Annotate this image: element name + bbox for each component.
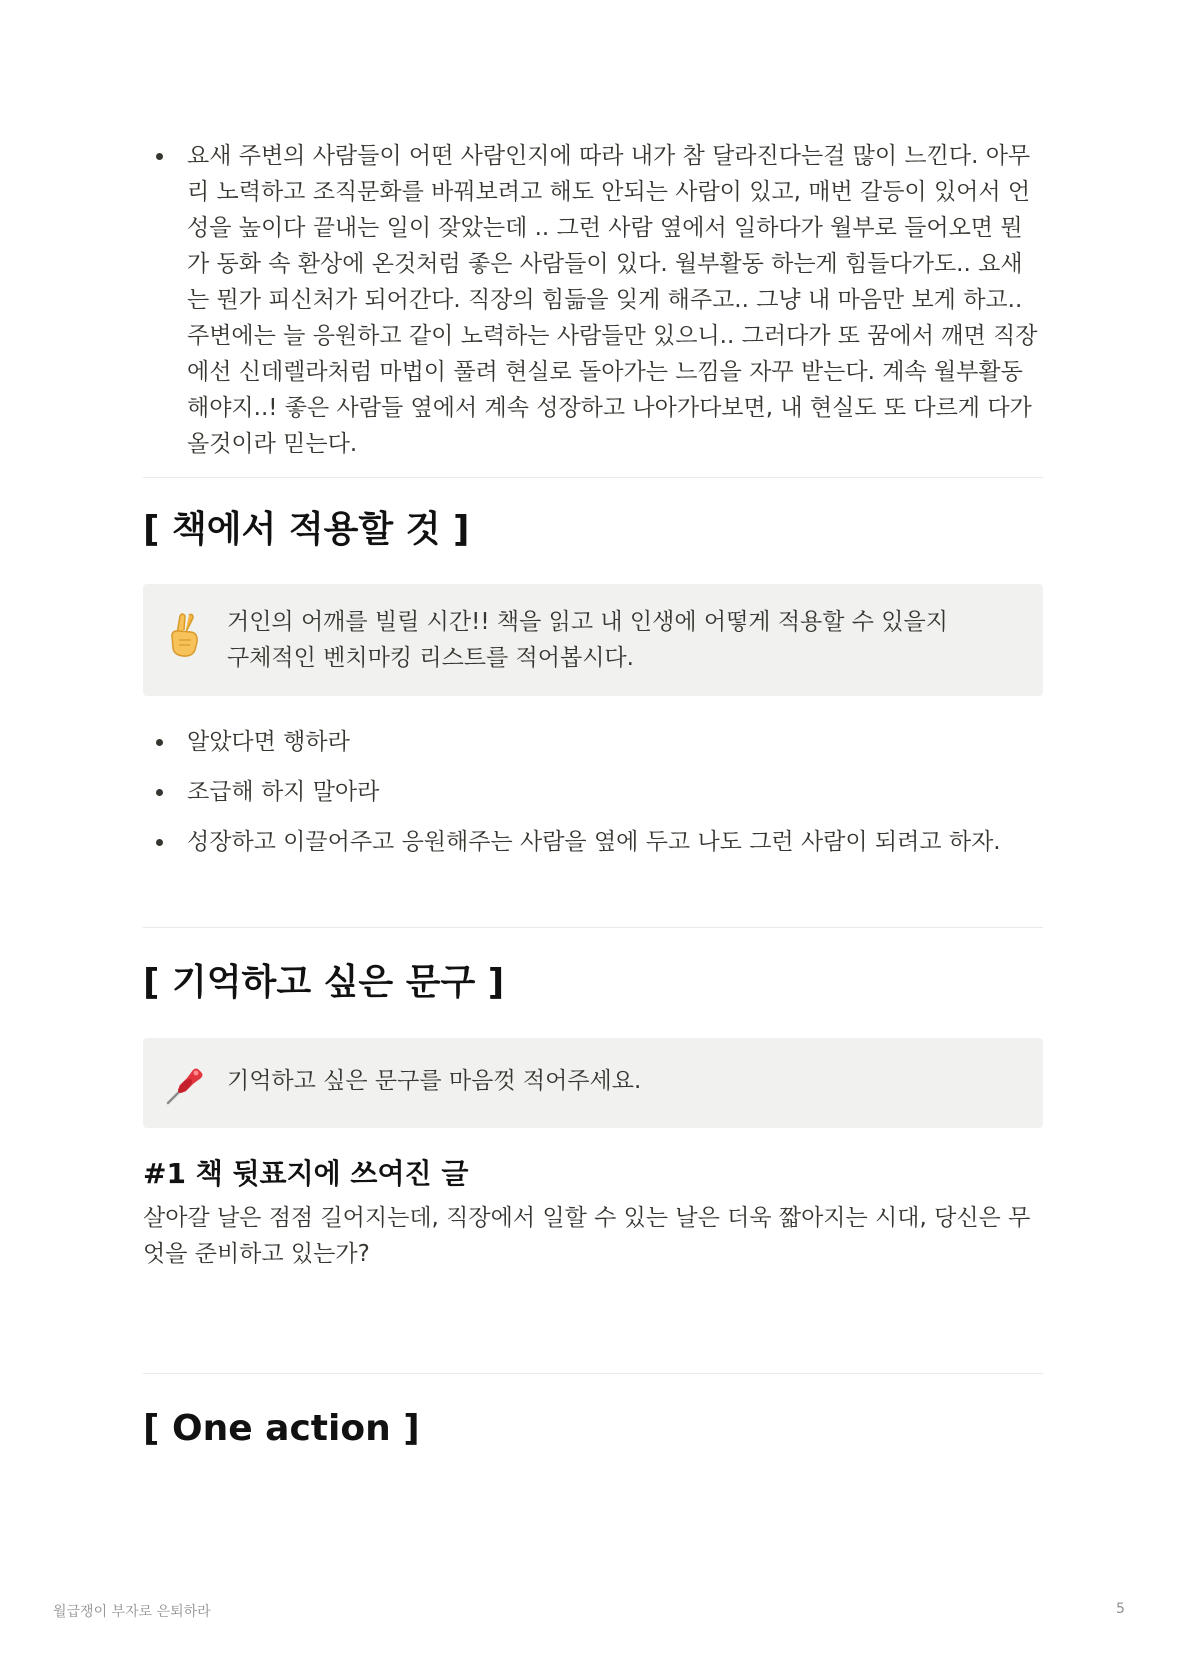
page-content (143, 138, 1043, 1453)
apply-item-2: 조급해 하지 말아라 (187, 779, 380, 805)
divider (143, 1373, 1043, 1374)
divider (143, 477, 1043, 478)
callout-apply-line1: 거인의 어깨를 빌릴 시간!! 책을 읽고 내 인생에 어떻게 적용할 수 있을지 (227, 609, 948, 635)
apply-item-3: 성장하고 이끌어주고 응원해주는 사람을 옆에 두고 나도 그런 사람이 되려고 하자. (187, 829, 1001, 855)
quote-body: 살아갈 날은 점점 길어지는데, 직장에서 일할 수 있는 날은 더욱 짧아지는 시대, 당신은 무엇을 준비하고 있는가? (143, 1205, 1031, 1267)
quote-subheading: #1 책 뒷표지에 쓰여진 글 (143, 1157, 469, 1190)
crossed-fingers-icon (165, 612, 205, 656)
footer-book-title: 월급쟁이 부자로 은퇴하라 (53, 1604, 211, 1620)
list-item (143, 774, 1043, 810)
callout-apply-line2: 구체적인 벤치마킹 리스트를 적어봅시다. (227, 645, 634, 671)
bullet-dot (156, 739, 163, 746)
section-title-apply: [ 책에서 적용할 것 ] (143, 509, 470, 550)
callout-apply (143, 584, 1043, 696)
footer-page-number: 5 (1116, 1601, 1125, 1617)
list-item (143, 138, 1043, 462)
callout-quote (143, 1038, 1043, 1128)
list-item (143, 824, 1043, 860)
bullet-dot (156, 789, 163, 796)
apply-item-1: 알았다면 행하라 (187, 729, 350, 755)
apply-list (143, 724, 1043, 860)
callout-quote-text: 기억하고 싶은 문구를 마음껏 적어주세요. (227, 1068, 642, 1094)
pushpin-icon (165, 1064, 205, 1108)
bullet-dot (156, 839, 163, 846)
list-item (143, 724, 1043, 760)
intro-list (143, 138, 1043, 462)
section-title-quote: [ 기억하고 싶은 문구 ] (143, 962, 505, 1003)
bullet-dot (156, 153, 163, 160)
intro-bullet-text: 요새 주변의 사람들이 어떤 사람인지에 따라 내가 참 달라진다는걸 많이 느낀다. 아무리 노력하고 조직문화를 바꿔보려고 해도 안되는 사람이 있고, 매번 갈등이 있어서 언성을 높이다 끝내는 일이 잦았는데 .. 그런 사람 옆에서 일하다가 월부로 들어오면 뭔가 동화 속 환상에 온것처럼 좋은 사람들이 있다. 월부활동 하는게 힘들다가도.. 요새는 뭔가 피신처가 되어간다. 직장의 힘듦을 잊게 해주고.. 그냥 내 마음만 보게 하고.. 주변에는 늘 응원하고 같이 노력하는 사람들만 있으니.. 그러다가 또 꿈에서 깨면 직장에선 신데렐라처럼 마법이 풀려 현실로 돌아가는 느낌을 자꾸 받는다. 계속 월부활동 해야지..! 좋은 사람들 옆에서 계속 성장하고 나아가다보면, 내 현실도 또 다르게 다가올것이라 믿는다. (187, 143, 1038, 457)
divider (143, 927, 1043, 928)
section-title-action: [ One action ] (143, 1408, 420, 1449)
